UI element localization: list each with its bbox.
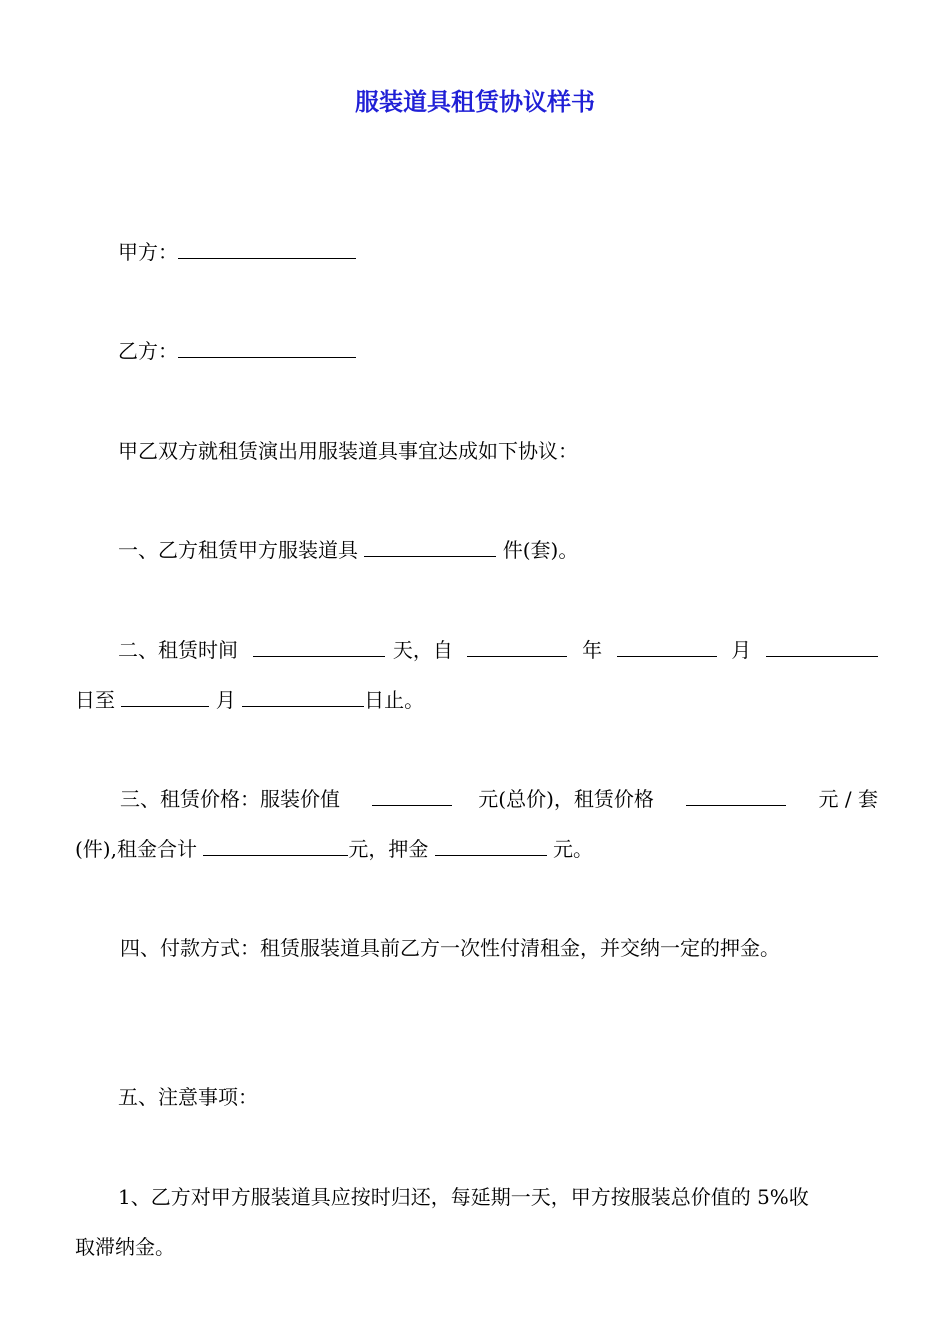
clause-2-end-month-unit: 月 <box>209 688 243 712</box>
year-blank <box>467 636 567 657</box>
rent-total-blank <box>203 835 348 856</box>
clause-1-prefix: 一、乙方租赁甲方服装道具 <box>118 538 365 562</box>
document-title: 服装道具租赁协议样书 <box>355 88 595 116</box>
party-a-label: 甲方： <box>118 240 178 264</box>
clause-3-deposit-label: 元，押金 <box>348 837 435 861</box>
clause-2-days-unit: 天，自 <box>392 638 460 662</box>
clause-3-price-unit: 元 / 套 <box>812 787 878 811</box>
deposit-blank <box>435 835 547 856</box>
clause-3-line-2 <box>75 834 593 864</box>
end-day-blank <box>242 686 364 707</box>
party-b-blank <box>178 337 356 358</box>
clause-3-line-1 <box>120 784 878 814</box>
clause-3-rent-label: (件),租金合计 <box>75 837 204 861</box>
clothing-value-blank <box>372 785 452 806</box>
intro-paragraph: 甲乙双方就租赁演出用服装道具事宜达成如下协议： <box>118 439 578 463</box>
clause-2-year-unit: 年 <box>575 638 609 662</box>
clause-2-line-1 <box>118 635 878 665</box>
note-1-line-1: 1、乙方对甲方服装道具应按时归还，每延期一天，甲方按服装总价值的 5%收 <box>118 1185 809 1209</box>
clause-1 <box>118 535 578 565</box>
quantity-blank <box>364 536 496 557</box>
clause-3-total-unit: 元(总价)，租赁价格 <box>478 787 661 811</box>
clause-5-heading: 五、注意事项： <box>118 1085 258 1109</box>
party-b-line <box>118 336 356 366</box>
clause-4: 四、付款方式：租赁服装道具前乙方一次性付清租金，并交纳一定的押金。 <box>120 936 780 960</box>
party-a-blank <box>178 238 356 259</box>
party-a-line <box>118 237 356 267</box>
end-month-blank <box>121 686 209 707</box>
clause-2-end: 日止。 <box>364 688 425 712</box>
rental-price-blank <box>686 785 786 806</box>
clause-3-end: 元。 <box>546 837 594 861</box>
clause-3-label: 三、租赁价格：服装价值 <box>120 787 347 811</box>
clause-1-suffix: 件(套)。 <box>496 538 579 562</box>
note-1-line-2: 取滞纳金。 <box>75 1235 175 1259</box>
clause-2-line-2 <box>75 685 424 715</box>
day-blank <box>766 636 878 657</box>
days-blank <box>253 636 385 657</box>
month-blank <box>617 636 717 657</box>
party-b-label: 乙方： <box>118 339 178 363</box>
clause-2-until-label: 日至 <box>75 688 122 712</box>
clause-2-label: 二、租赁时间 <box>118 638 245 662</box>
clause-2-month-unit: 月 <box>724 638 758 662</box>
